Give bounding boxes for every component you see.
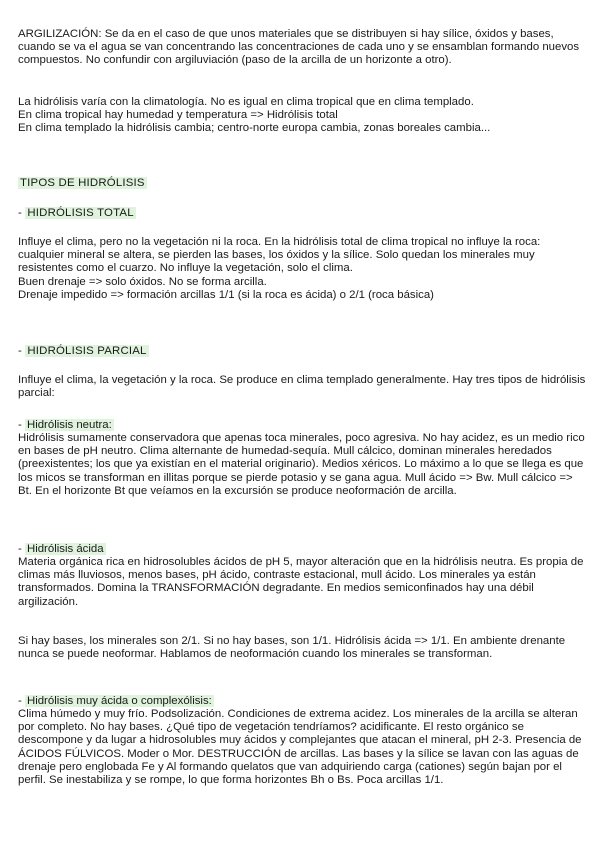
total-heading: [18, 207, 586, 220]
bullet-dash: -: [18, 543, 25, 555]
neutra-heading: [18, 419, 586, 432]
bullet-dash: -: [18, 207, 26, 219]
acida-heading-text: Hidrólisis ácida: [26, 543, 104, 555]
tipos-heading-text: TIPOS DE HIDRÓLISIS: [20, 177, 145, 189]
total-drenaje-bueno: Buen drenaje => solo óxidos. No se forma arcilla.: [18, 275, 267, 288]
clima-line-2: En clima tropical hay humedad y temperatura => Hidrólisis total: [18, 109, 338, 122]
total-paragraph: Influye el clima, pero no la vegetación ni la roca. En la hidrólisis total de clima tropical no influye la roca: cualquier mineral se altera, se pierden las bases, los óxidos y la sílice. Solo quedan los minerales muy resistentes como el cuarzo. No influye la vegetación, solo el clima.: [18, 236, 541, 275]
bullet-dash: -: [18, 419, 25, 431]
total-drenaje-impedido: Drenaje impedido => formación arcillas 1/1 (si la roca es ácida) o 2/1 (roca básica): [18, 288, 434, 301]
acida-paragraph-2: Si hay bases, los minerales son 2/1. Si no hay bases, son 1/1. Hidrólisis ácida => 1/1. En ambiente drenante nunca se puede neoformar. Hablamos de neoformación cuando los minerales se transforman.: [18, 635, 566, 661]
neutra-heading-text: Hidrólisis neutra:: [26, 419, 112, 431]
total-section: [18, 236, 586, 302]
clima-paragraph: [18, 96, 586, 136]
muy-acida-heading-text: Hidrólisis muy ácida o complexólisis:: [26, 695, 212, 707]
clima-line-3: En clima templado la hidrólisis cambia; centro-norte europa cambia, zonas boreales cambia...: [18, 122, 491, 135]
tipos-heading: [18, 177, 586, 190]
total-heading-text: HIDRÓLISIS TOTAL: [27, 207, 134, 219]
parcial-heading-text: HIDRÓLISIS PARCIAL: [27, 345, 147, 357]
argilizacion-paragraph: ARGILIZACIÓN: Se da en el caso de que unos materiales que se distribuyen si hay sílice, óxidos y bases, cuando se va el agua se van concentrando las concentraciones de cada uno y se ensamblan formando nuevos compuestos. No confundir con argiluviación (paso de la arcilla de un horizonte a otro).: [18, 28, 580, 67]
neutra-paragraph: Hidrólisis sumamente conservadora que apenas toca minerales, poco agresiva. No hay acidez, es un medio rico en bases de pH neutro. Clima alternante de humedad-sequía. Mull cálcico, dominan minerales heredados (preexistentes; los que ya existían en el material originario). Medios xéricos. Lo máximo a lo que se llega es que los micos se transforman en illitas porque se pierde potasio y se gana agua. Mull ácido => Bw. Mull cálcico => Bt. En el horizonte Bt que veíamos en la excursión se produce neoformación de arcilla.: [18, 432, 585, 497]
bullet-dash: -: [18, 345, 26, 357]
acida-heading: [18, 543, 586, 556]
muy-acida-paragraph: Clima húmedo y muy frío. Podsolización. Condiciones de extrema acidez. Los minerales de la arcilla se alteran por completo. No hay bases. ¿Qué tipo de vegetación tendríamos? acidificante. El resto orgánico se descompone y da lugar a hidrosolubles muy ácidos y complejantes que atacan el mineral, pH 2-3. Presencia de ÁCIDOS FÚLVICOS. Moder o Mor. DESTRUCCIÓN de arcillas. Las bases y la sílice se lavan con las aguas de drenaje pero englobada Fe y Al formando quelatos que van adquiriendo carga (cationes) según bajan por el perfil. Se inestabiliza y se rompe, lo que forma horizontes Bh o Bs. Poca arcillas 1/1.: [18, 708, 582, 787]
clima-line-1: La hidrólisis varía con la climatología. No es igual en clima tropical que en clima templado.: [18, 96, 474, 108]
parcial-heading: [18, 345, 586, 358]
bullet-dash: -: [18, 695, 25, 707]
muy-acida-heading: [18, 695, 586, 708]
acida-paragraph-1: Materia orgánica rica en hidrosolubles ácidos de pH 5, mayor alteración que en la hidrólisis neutra. Es propia de climas más lluviosos, menos bases, pH ácido, contraste estacional, mull ácido. Los minerales ya están transformados. Domina la TRANSFORMACIÓN degradante. En medios semiconfinados hay una débil argilización.: [18, 556, 584, 608]
parcial-paragraph: Influye el clima, la vegetación y la roca. Se produce en clima templado generalmente. Hay tres tipos de hidrólisis parcial:: [18, 374, 586, 400]
